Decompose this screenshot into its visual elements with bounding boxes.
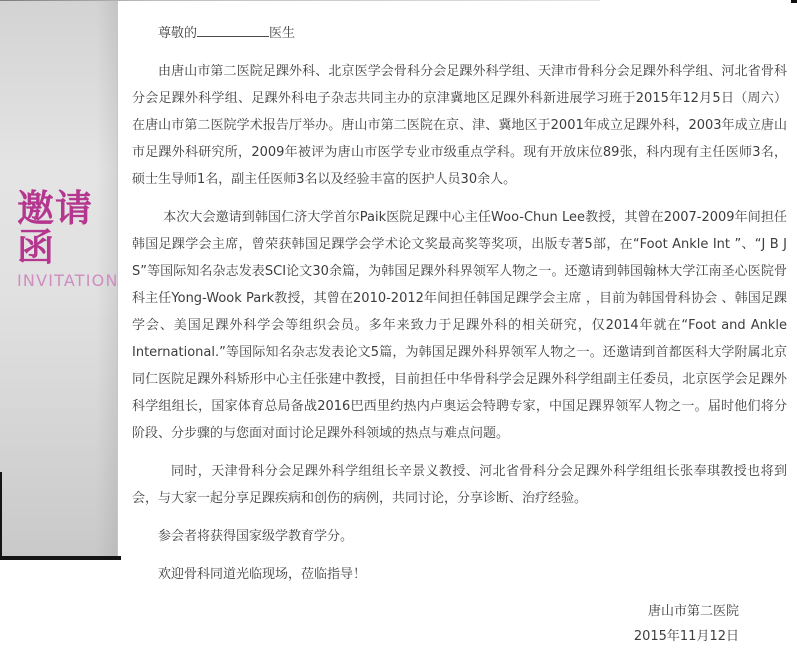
bottom-left-black-strip: [0, 556, 121, 560]
signature-block: [132, 599, 787, 649]
sidebar: [0, 0, 118, 556]
salutation-suffix: 医生: [269, 26, 296, 41]
salutation-prefix: 尊敬的: [158, 26, 198, 41]
paragraph-welcome: 欢迎骨科同道光临现场，莅临指导！: [158, 567, 367, 582]
invitation-title: 邀请函: [17, 187, 93, 269]
signature-hospital: 唐山市第二医院: [647, 604, 739, 619]
letter-body: [118, 0, 797, 649]
left-edge-black-strip: [0, 472, 2, 556]
signature-date: 2015年11月12日: [633, 629, 739, 644]
paragraph-additional-professors: 同时，天津骨科分会足踝外科学组组长辛景义教授、河北省骨科分会足踝外科学组组长张奉琪教授也将到会，与大家一起分享足踝疾病和创伤的病例，共同讨论，分享诊断、治疗经验。: [132, 464, 787, 506]
salutation-blank-line: [197, 23, 269, 37]
paragraph-event-introduction: 由唐山市第二医院足踝外科、北京医学会骨科分会足踝外科学组、天津市骨科分会足踝外科学组、河北省骨科分会足踝外科学组、足踝外科电子杂志共同主办的京津冀地区足踝外科新进展学习班于2015年12月5日（周六）在唐山市第二医院学术报告厅举办。唐山市第二医院在京、津、冀地区于2001年成立足踝外科，2003年成立唐山市足踝外科研究所，2009年被评为唐山市医学专业市级重点学科。现有开放床位89张，科内现有主任医师3名，硕士生导师1名，副主任医师3名以及经验丰富的医护人员30余人。: [132, 64, 787, 187]
paragraph-education-credits: 参会者将获得国家级学教育学分。: [158, 529, 354, 544]
paragraph-invited-experts: 本次大会邀请到韩国仁济大学首尔Paik医院足踝中心主任Woo-Chun Lee教授，其曾在2007-2009年间担任韩国足踝学会主席，曾荣获韩国足踝学会学术论文奖最高奖等奖项，出版专著5部，在“Foot Ankle Int ”、“J B J S”等国际知名杂志发表SCI论文30余篇，为韩国足踝外科界领军人物之一。还邀请到韩国翰林大学江南圣心医院骨科主任Yong-Wook Park教授，其曾在2010-2012年间担任韩国足踝学会主席 ，目前为韩国骨科协会 、韩国足踝学会、美国足踝外科学会等组织会员。多年来致力于足踝外科的相关研究，仅2014年就在“Foot and Ankle International.”等国际知名杂志发表论文5篇，为韩国足踝外科界领军人物之一。还邀请到首都医科大学附属北京同仁医院足踝外科矫形中心主任张建中教授，目前担任中华骨科学会足踝外科学组副主任委员，北京医学会足踝外科学组组长，国家体育总局备战2016巴西里约热内卢奥运会特聘专家，中国足踝界领军人物之一。届时他们将分阶段、分步骤的与您面对面讨论足踝外科领域的热点与难点问题。: [132, 210, 787, 441]
salutation-line: [132, 20, 787, 47]
invitation-subtitle: INVITATION: [17, 270, 119, 290]
